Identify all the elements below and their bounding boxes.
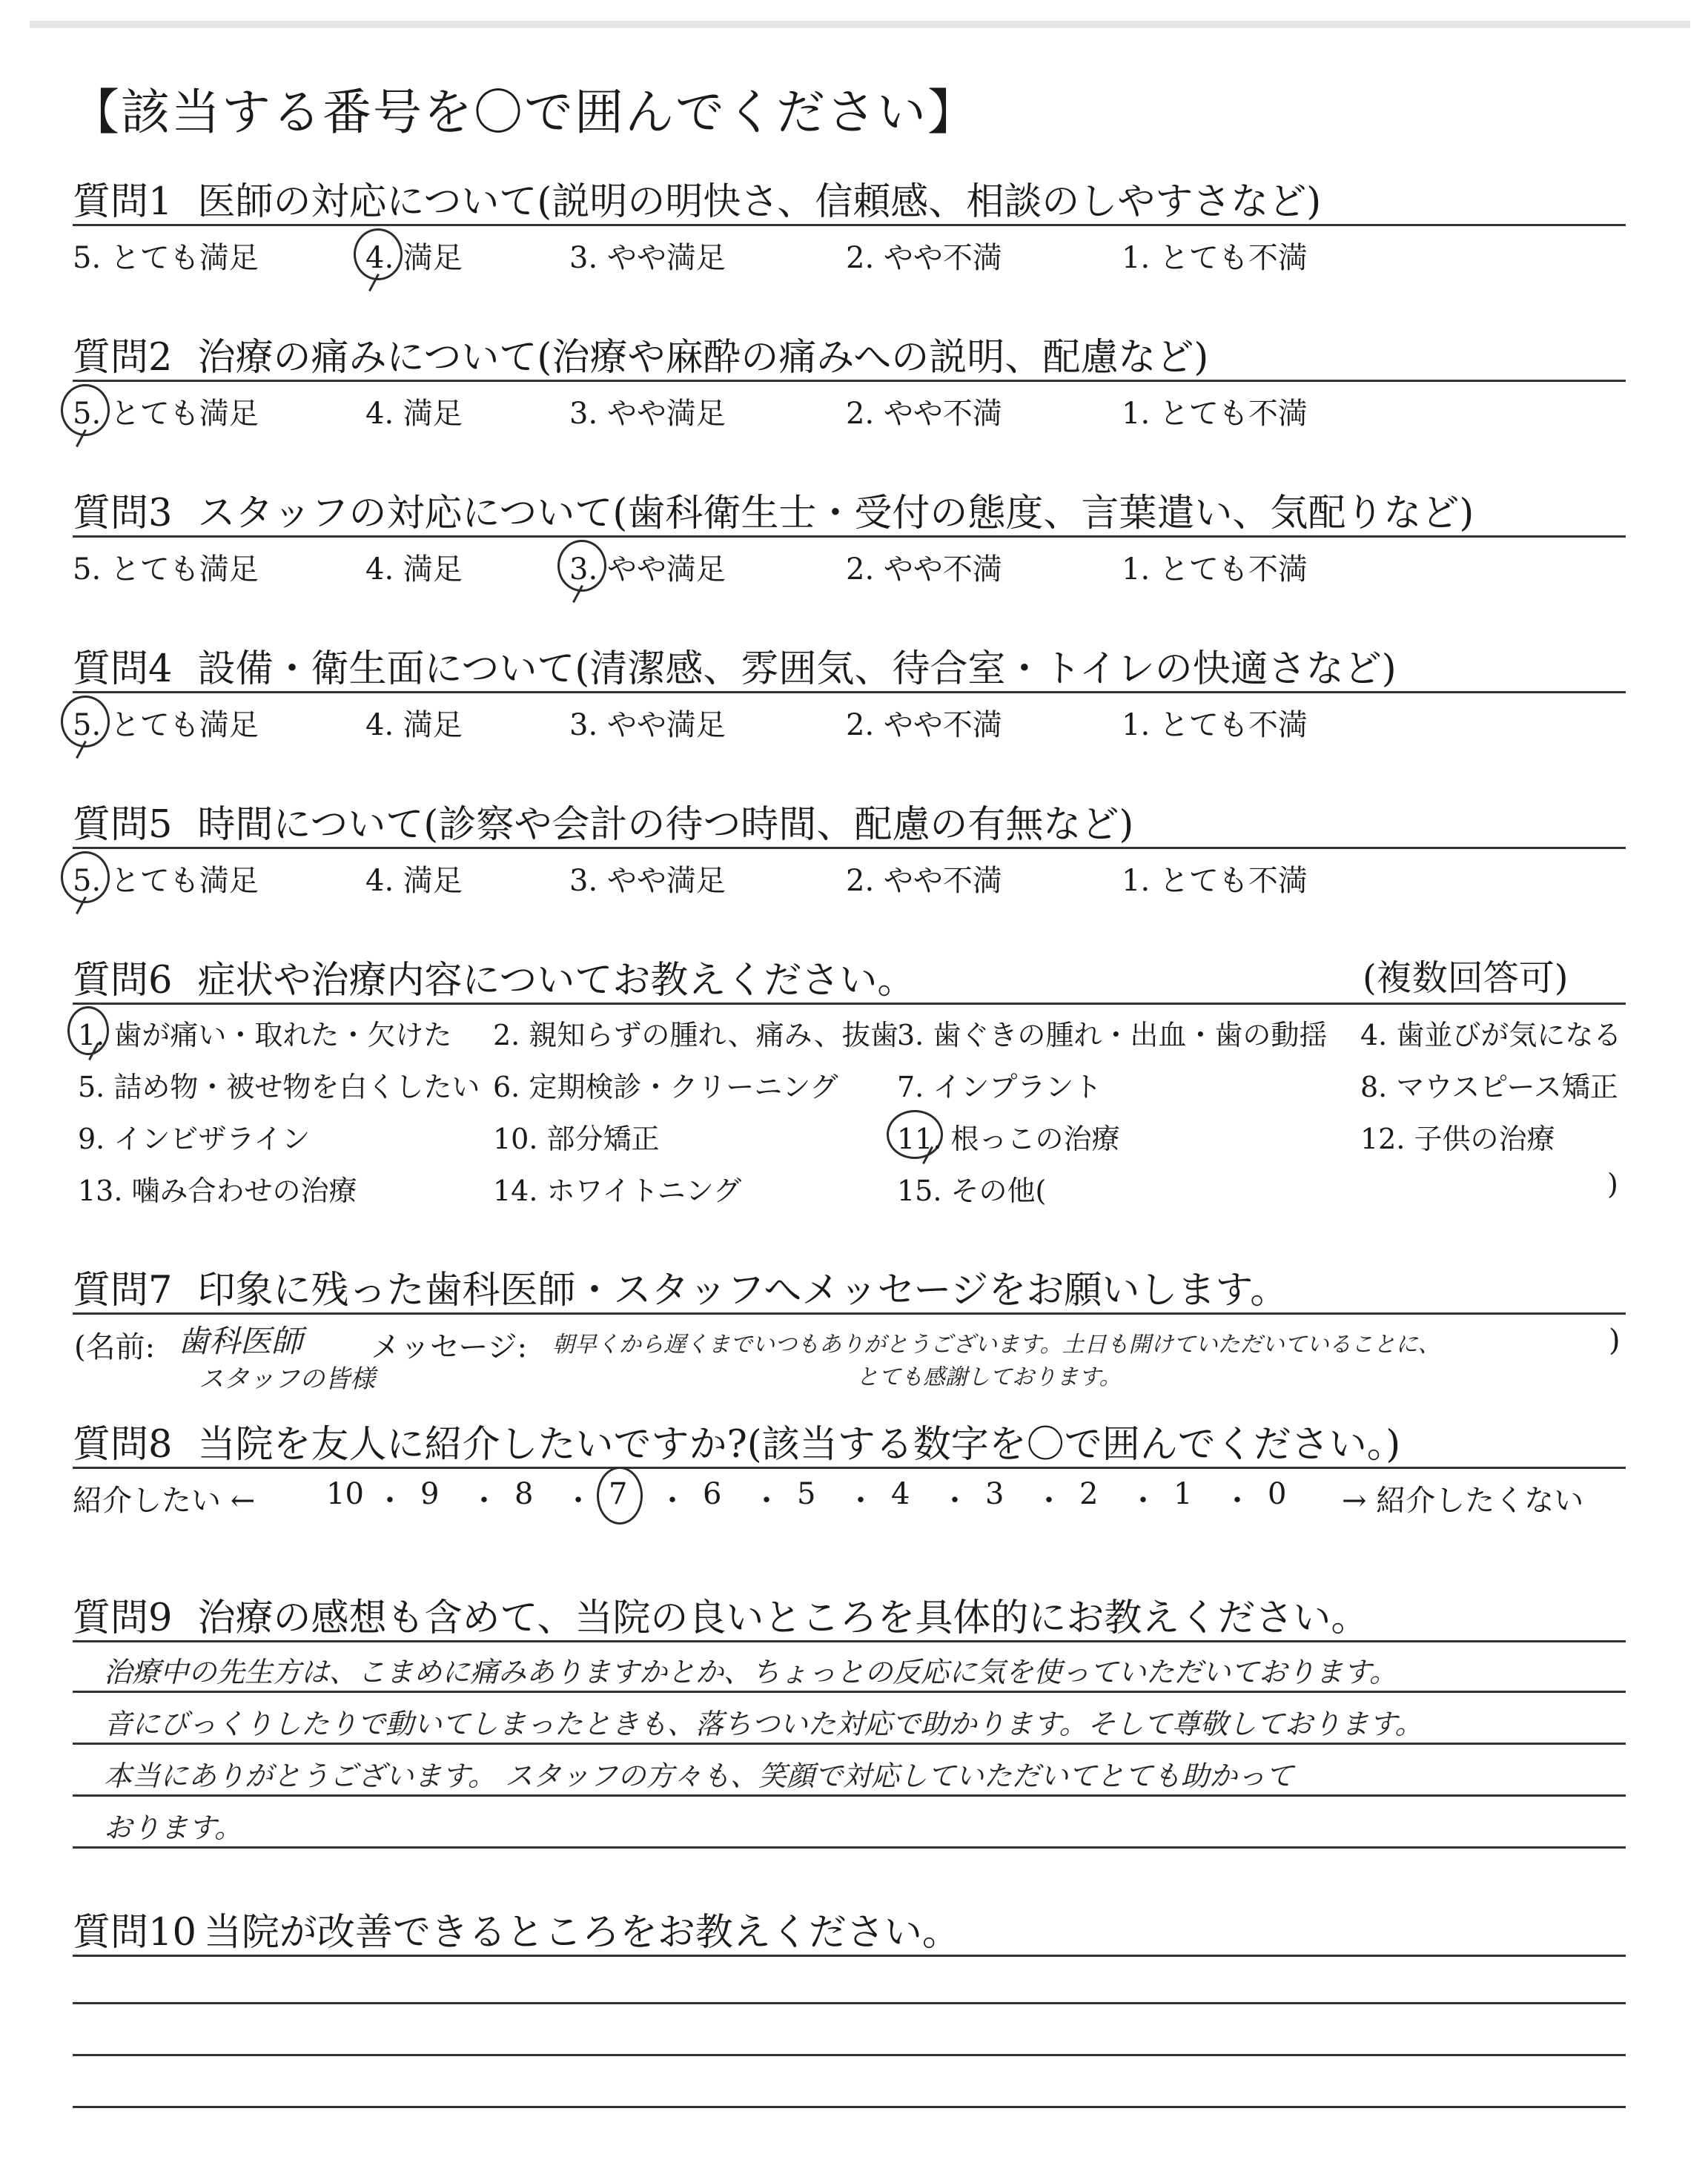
symptom-option[interactable]: 9. インビザライン (78, 1123, 311, 1155)
selection-circle (557, 540, 606, 592)
scale-separator-dot: ・ (1128, 1484, 1158, 1518)
name-label: (名前: (74, 1330, 156, 1364)
question-7-rule (73, 1312, 1626, 1315)
name-handwritten-line1: 歯科医師 (178, 1323, 303, 1359)
scale-separator-dot: ・ (563, 1484, 593, 1518)
scale-number[interactable]: 5 (797, 1477, 816, 1511)
rating-option[interactable]: 2. やや不満 (846, 241, 1002, 275)
rating-option[interactable]: 2. やや不満 (846, 708, 1002, 742)
rating-option[interactable]: 1. とても不満 (1122, 241, 1308, 275)
answer-handwritten-line: おります。 (104, 1811, 242, 1844)
question-10-rule (73, 1955, 1626, 1957)
scale-number[interactable]: 6 (703, 1477, 722, 1511)
scale-left-label: 紹介したい ← (73, 1484, 256, 1518)
question-1-title: 質問1 医師の対応について(説明の明快さ、信頼感、相談のしやすさなど) (73, 180, 1322, 224)
answer-rule (73, 1794, 1626, 1797)
answer-rule (73, 1846, 1626, 1849)
symptom-option[interactable]: 6. 定期検診・クリーニング (493, 1071, 838, 1103)
scale-separator-dot: ・ (469, 1484, 499, 1518)
question-1 (73, 171, 1626, 289)
question-5-title: 質問5 時間について(診察や会計の待つ時間、配慮の有無など) (73, 803, 1134, 847)
question-4-rule (73, 691, 1626, 693)
selection-circle (597, 1467, 643, 1525)
rating-option[interactable]: 4. 満足 (365, 241, 463, 275)
scale-separator-dot: ・ (752, 1484, 781, 1518)
other-close-paren: ) (1607, 1168, 1618, 1200)
question-9-title: 質問9 治療の感想も含めて、当院の良いところを具体的にお教えください。 (73, 1596, 1369, 1640)
answer-handwritten-line: 治療中の先生方は、こまめに痛みありますかとか、ちょっとの反応に気を使っていただいております。 (104, 1656, 1397, 1688)
question-2 (73, 326, 1626, 445)
top-border (30, 21, 1690, 28)
question-6-note: (複数回答可) (1363, 957, 1569, 999)
symptom-option[interactable]: 14. ホワイトニング (493, 1175, 742, 1207)
question-10-title: 質問10 当院が改善できるところをお教えください。 (73, 1911, 960, 1955)
question-3 (73, 482, 1626, 601)
symptom-option[interactable]: 5. 詰め物・被せ物を白くしたい (78, 1071, 480, 1103)
scale-number[interactable]: 10 (326, 1477, 364, 1511)
scale-separator-dot: ・ (375, 1484, 405, 1518)
rating-option[interactable]: 5. とても満足 (73, 864, 259, 898)
symptom-option[interactable]: 2. 親知らずの腫れ、痛み、抜歯 (493, 1019, 898, 1051)
question-1-rule (73, 224, 1626, 226)
answer-handwritten-line: 音にびっくりしたりで動いてしまったときも、落ちついた対応で助かります。そして尊敬しております。 (104, 1708, 1423, 1740)
scale-number[interactable]: 0 (1268, 1477, 1287, 1511)
scale-number[interactable]: 3 (985, 1477, 1004, 1511)
symptom-option[interactable]: 4. 歯並びが気になる (1360, 1019, 1622, 1051)
rating-option[interactable]: 3. やや満足 (569, 864, 726, 898)
scale-right-label: → 紹介したくない (1342, 1484, 1584, 1518)
rating-option[interactable]: 2. やや不満 (846, 552, 1002, 587)
selection-circle (61, 384, 110, 436)
question-4-title: 質問4 設備・衛生面について(清潔感、雰囲気、待合室・トイレの快適さなど) (73, 647, 1397, 691)
rating-option[interactable]: 3. やや満足 (569, 241, 726, 275)
question-4 (73, 638, 1626, 756)
rating-option[interactable]: 2. やや不満 (846, 397, 1002, 431)
selection-circle (61, 696, 110, 747)
rating-option[interactable]: 4. 満足 (365, 552, 463, 587)
message-handwritten-line2: とても感謝しております。 (856, 1364, 1122, 1390)
scale-number[interactable]: 2 (1079, 1477, 1099, 1511)
name-handwritten-line2: スタッフの皆様 (199, 1364, 375, 1394)
scale-number[interactable]: 8 (514, 1477, 534, 1511)
scale-separator-dot: ・ (1034, 1484, 1064, 1518)
rating-option[interactable]: 4. 満足 (365, 397, 463, 431)
answer-rule[interactable] (73, 2054, 1626, 2056)
scale-number[interactable]: 9 (420, 1477, 440, 1511)
rating-option[interactable]: 2. やや不満 (846, 864, 1002, 898)
question-6-title: 質問6 症状や治療内容についてお教えください。 (73, 959, 916, 1003)
rating-option[interactable]: 5. とても満足 (73, 708, 259, 742)
symptom-option[interactable]: 1. 歯が痛い・取れた・欠けた (78, 1019, 452, 1051)
message-label: メッセージ: (371, 1330, 528, 1364)
rating-option[interactable]: 1. とても不満 (1122, 552, 1308, 587)
symptom-option[interactable]: 15. その他( (897, 1175, 1047, 1207)
message-close-paren: ) (1609, 1324, 1621, 1358)
scale-separator-dot: ・ (658, 1484, 687, 1518)
selection-circle (61, 851, 110, 903)
scale-number[interactable]: 4 (891, 1477, 910, 1511)
question-2-rule (73, 380, 1626, 382)
symptom-option[interactable]: 11. 根っこの治療 (897, 1123, 1120, 1155)
question-5-rule (73, 847, 1626, 849)
rating-option[interactable]: 1. とても不満 (1122, 397, 1308, 431)
question-6-rule (73, 1003, 1626, 1005)
rating-option[interactable]: 3. やや満足 (569, 708, 726, 742)
rating-option[interactable]: 5. とても満足 (73, 552, 259, 587)
page-title: 【該当する番号を〇で囲んでください】 (70, 84, 978, 141)
answer-rule[interactable] (73, 2106, 1626, 2108)
question-8-title: 質問8 当院を友人に紹介したいですか?(該当する数字を〇で囲んでください。) (73, 1423, 1401, 1467)
message-handwritten-line1: 朝早くから遅くまでいつもありがとうございます。土日も開けていただいていることに、 (552, 1332, 1440, 1358)
rating-option[interactable]: 3. やや満足 (569, 397, 726, 431)
question-5 (73, 793, 1626, 912)
rating-option[interactable]: 4. 満足 (365, 864, 463, 898)
scale-separator-dot: ・ (846, 1484, 875, 1518)
scale-number[interactable]: 7 (609, 1477, 628, 1511)
symptom-option[interactable]: 12. 子供の治療 (1360, 1123, 1555, 1155)
symptom-option[interactable]: 13. 噛み合わせの治療 (78, 1175, 357, 1207)
answer-rule (73, 1691, 1626, 1693)
scale-separator-dot: ・ (940, 1484, 970, 1518)
rating-option[interactable]: 5. とても満足 (73, 241, 259, 275)
scale-separator-dot: ・ (1222, 1484, 1252, 1518)
scale-number[interactable]: 1 (1174, 1477, 1193, 1511)
question-3-rule (73, 535, 1626, 538)
symptom-option[interactable]: 10. 部分矯正 (493, 1123, 660, 1155)
answer-rule[interactable] (73, 2002, 1626, 2004)
question-8-rule (73, 1467, 1626, 1469)
question-9-rule (73, 1640, 1626, 1642)
rating-option[interactable]: 1. とても不満 (1122, 864, 1308, 898)
question-3-title: 質問3 スタッフの対応について(歯科衛生士・受付の態度、言葉遣い、気配りなど) (73, 492, 1474, 535)
answer-rule (73, 1743, 1626, 1745)
symptom-option[interactable]: 8. マウスピース矯正 (1360, 1071, 1618, 1103)
symptom-option[interactable]: 3. 歯ぐきの腫れ・出血・歯の動揺 (897, 1019, 1328, 1051)
rating-option[interactable]: 5. とても満足 (73, 397, 259, 431)
rating-option[interactable]: 3. やや満足 (569, 552, 726, 587)
answer-handwritten-line: 本当にありがとうございます。 スタッフの方々も、笑顔で対応していただいてとても助かって (104, 1760, 1294, 1792)
question-7-title: 質問7 印象に残った歯科医師・スタッフへメッセージをお願いします。 (73, 1269, 1288, 1312)
rating-option[interactable]: 1. とても不満 (1122, 708, 1308, 742)
symptom-option[interactable]: 7. インプラント (897, 1071, 1102, 1103)
question-2-title: 質問2 治療の痛みについて(治療や麻酔の痛みへの説明、配慮など) (73, 336, 1209, 380)
selection-circle (354, 228, 403, 280)
rating-option[interactable]: 4. 満足 (365, 708, 463, 742)
